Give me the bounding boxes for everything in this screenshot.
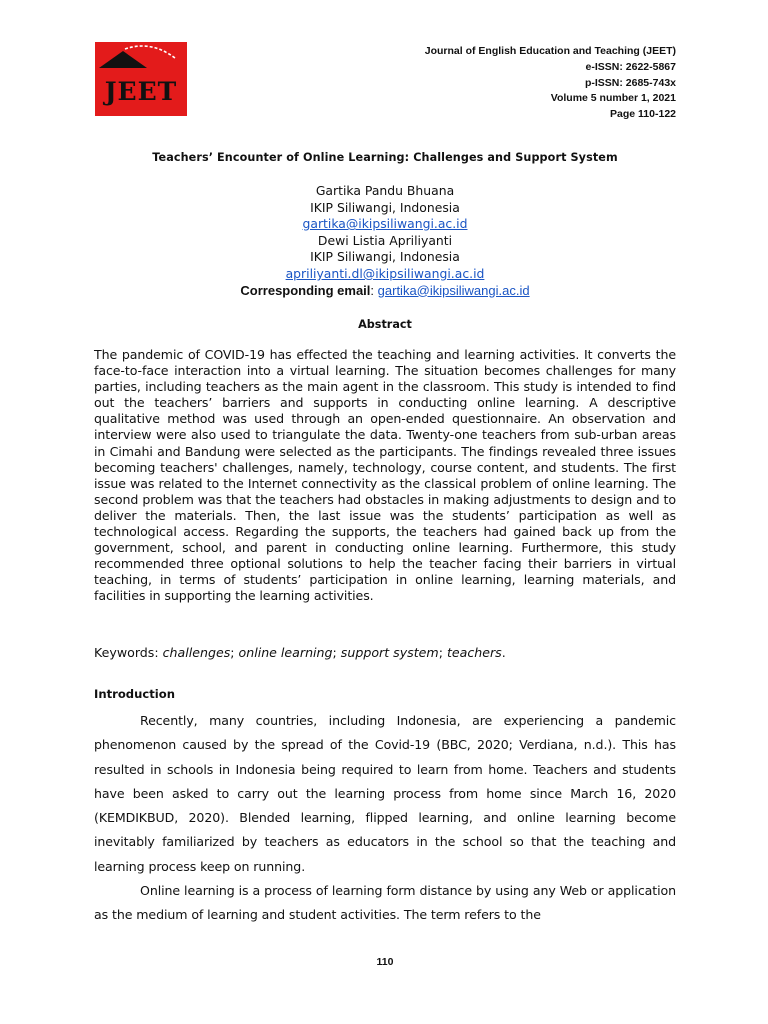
keyword: teachers: [446, 645, 502, 660]
keywords-line: [94, 645, 676, 660]
journal-volume: Volume 5 number 1, 2021: [550, 92, 676, 105]
author-name: Dewi Listia Apriliyanti: [317, 232, 453, 248]
journal-name: Journal of English Education and Teaching (JEET): [424, 45, 676, 57]
corresponding-label: Corresponding email: [240, 282, 371, 298]
logo-text: JEET: [104, 77, 178, 106]
journal-eissn: e-ISSN: 2622-5867: [585, 60, 676, 73]
abstract-text: The pandemic of COVID-19 has effected the teaching and learning activities. It converts the face-to-face interaction into a virtual learning. The situation becomes challenges for many parties, including teachers as the main agent in the classroom. This study is intended to find out the teachers’ barriers and supports in conducting online learning. A descriptive qualitative method was used through an open-ended questionnaire. An observation and interview were also used to triangulate the data. Twenty-one teachers from sub-urban areas in Cimahi and Bandung were selected as the participants. The findings revealed three issues becoming teachers' challenges, namely, technology, course content, and students. The first issue was related to the Internet connectivity as the classical problem of online learning. The second problem was that the teachers had obstacles in making adjustments to design and to deliver the materials. Then, the last issue was the students’ participation as well as technological access. Regarding the supports, the teachers had gained back up from the government, school, and parent in conducting online learning. Furthermore, this study recommended three optional solutions to help the teacher facing their barriers in virtual teaching, in terms of students’ participation in online learning, learning materials, and facilities in supporting the learning activities.: [94, 347, 676, 604]
journal-header: [425, 44, 676, 123]
keyword: support system: [340, 645, 439, 660]
author-block: [94, 183, 676, 299]
corresponding-email-line: [94, 283, 676, 300]
author-email-link[interactable]: apriliyanti.dl@ikipsiliwangi.ac.id: [285, 265, 485, 281]
corresponding-email-link[interactable]: gartika@ikipsiliwangi.ac.id: [377, 282, 530, 298]
keyword-separator: ;: [438, 645, 447, 660]
keyword: online learning: [238, 645, 333, 660]
keyword: challenges: [162, 645, 231, 660]
journal-pages: Page 110-122: [610, 108, 676, 121]
author-affiliation: IKIP Siliwangi, Indonesia: [310, 199, 460, 215]
journal-pissn: p-ISSN: 2685-743x: [584, 76, 676, 89]
author-email-link[interactable]: gartika@ikipsiliwangi.ac.id: [302, 216, 468, 232]
keyword-end: .: [501, 645, 506, 660]
introduction-body: [94, 709, 676, 928]
keywords-label: Keywords:: [94, 645, 163, 660]
keyword-separator: ;: [230, 645, 239, 660]
paper-title: Teachers’ Encounter of Online Learning: Challenges and Support System: [152, 151, 618, 164]
page-number: 110: [376, 956, 394, 968]
author-name: Gartika Pandu Bhuana: [315, 183, 455, 198]
introduction-paragraph: Online learning is a process of learning form distance by using any Web or application as the medium of learning and student activities. The term refers to the: [94, 883, 676, 923]
introduction-paragraph: Recently, many countries, including Indonesia, are experiencing a pandemic phenomenon caused by the spread of the Covid-19 (BBC, 2020; Verdiana, n.d.). This has resulted in schools in Indonesia being required to learn from home. Teachers and students have been asked to carry out the learning process from home since March 16, 2020 (KEMDIKBUD, 2020). Blended learning, flipped learning, and online learning become inevitably familiarized by teachers as educators in the school so that the teaching and learning process keep on running.: [94, 713, 676, 874]
journal-logo: [95, 42, 187, 116]
keyword-separator: ;: [332, 645, 341, 660]
introduction-heading: Introduction: [94, 687, 175, 701]
corresponding-separator: :: [370, 282, 378, 298]
abstract-heading: Abstract: [358, 318, 412, 331]
author-affiliation: IKIP Siliwangi, Indonesia: [310, 249, 460, 265]
